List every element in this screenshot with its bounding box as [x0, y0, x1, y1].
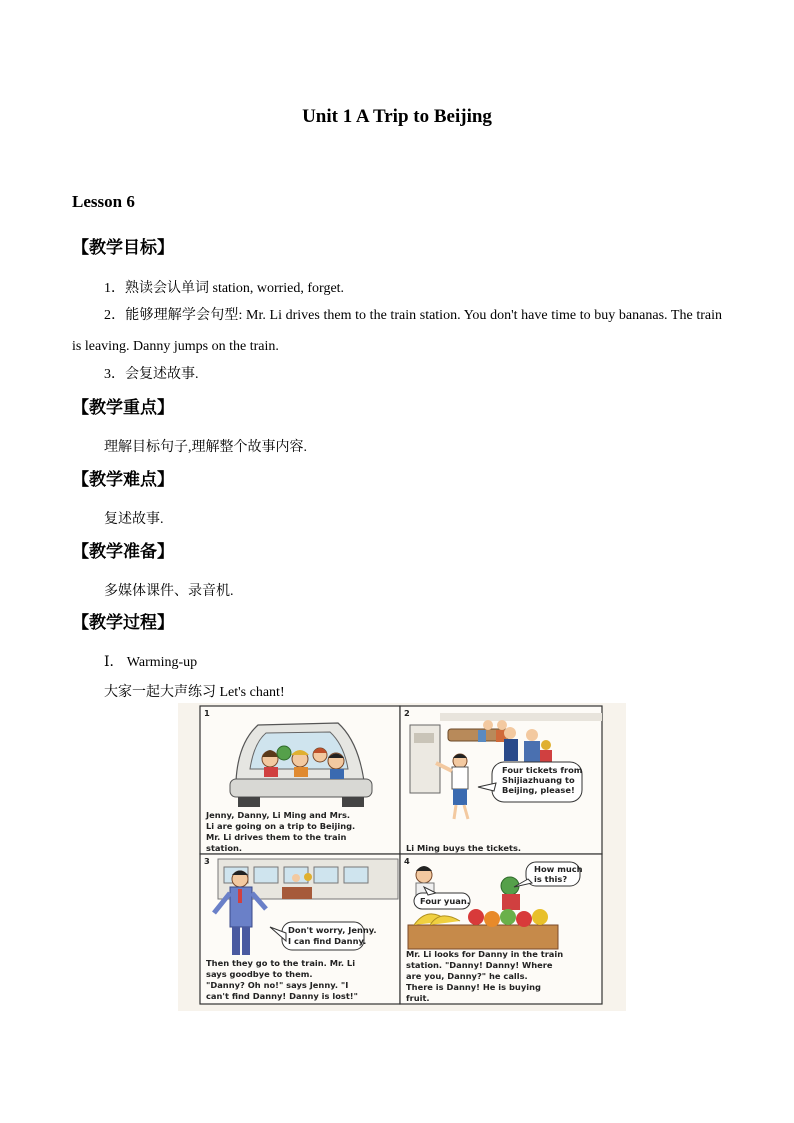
panel-2-bubble-line-1: Four tickets from	[502, 765, 583, 775]
panel-4-caption-line-4: There is Danny! He is buying	[406, 982, 541, 992]
process-step-warming-up: Ⅰ． Warming-up	[104, 655, 198, 670]
document-title: Unit 1 A Trip to Beijing	[302, 106, 492, 127]
panel-4-caption-line-1: Mr. Li looks for Danny in the train	[406, 949, 564, 959]
story-comic	[178, 703, 626, 1011]
goal-item-2: 2．能够理解学会句型: Mr. Li drives them to the train station. You don't have time to buy bananas. The train is leaving. Danny jumps on the train.	[72, 308, 722, 354]
panel-3-bubble-line-1: Don't worry, Jenny.	[288, 925, 377, 935]
panel-4-caption-line-5: fruit.	[406, 993, 430, 1003]
panel-4-bubble-danny-line-2: is this?	[534, 874, 568, 884]
lesson-label: Lesson 6	[72, 192, 135, 211]
panel-4-caption-line-3: are you, Danny?" he calls.	[406, 971, 528, 981]
panel-1-caption-line-1: Jenny, Danny, Li Ming and Mrs.	[206, 810, 351, 820]
panel-2-bubble-line-3: Beijing, please!	[502, 785, 575, 795]
svg-text:Four tickets from Shijia	[502, 765, 585, 795]
panel-3-number: 3	[204, 856, 210, 866]
goal-item-1: 1．熟读会认单词 station, worried, forget.	[104, 281, 345, 296]
panel-2-number: 2	[404, 708, 410, 718]
panel-2-bubble-line-2: Shijiazhuang to	[502, 775, 575, 785]
svg-text:Don't worry, Jenny. I ca	[288, 925, 379, 946]
panel-2-caption: Li Ming buys the tickets.	[406, 843, 522, 853]
difficult-points-text: 复述故事.	[104, 512, 164, 527]
preparation-text: 多媒体课件、录音机.	[104, 584, 234, 599]
panel-3-caption-line-3: "Danny? Oh no!" says Jenny. "I	[206, 980, 349, 990]
panel-1-caption-line-2: Li are going on a trip to Beijing.	[206, 821, 356, 831]
heading-preparation: 【教学准备】	[72, 542, 174, 562]
panel-3-caption	[206, 958, 358, 1001]
panel-1-number: 1	[204, 708, 210, 718]
panel-3-speech-bubble	[270, 922, 379, 950]
panel-1-caption-line-3: Mr. Li drives them to the train	[206, 832, 347, 842]
heading-teaching-process: 【教学过程】	[72, 613, 174, 633]
panel-3-bubble-line-2: I can find Danny.	[288, 936, 367, 946]
story-comic-svg	[178, 703, 626, 1011]
panel-2-speech-bubble	[478, 762, 585, 802]
key-points-text: 理解目标句子,理解整个故事内容.	[104, 440, 307, 455]
panel-4-bubble-danny-line-1: How much	[534, 864, 583, 874]
panel-3-caption-line-4: can't find Danny! Danny is lost!"	[206, 991, 358, 1001]
panel-4-number: 4	[404, 856, 410, 866]
heading-key-points: 【教学重点】	[72, 398, 174, 418]
process-chant-instruction: 大家一起大声练习 Let's chant!	[104, 685, 285, 700]
panel-4-caption-line-2: station. "Danny! Danny! Where	[406, 960, 553, 970]
heading-teaching-goals: 【教学目标】	[72, 238, 174, 258]
panel-4-bubble-seller-line-1: Four yuan.	[420, 896, 470, 906]
heading-difficult-points: 【教学难点】	[72, 470, 174, 490]
panel-1-caption-line-4: station.	[206, 843, 243, 853]
panel-3-caption-line-1: Then they go to the train. Mr. Li	[206, 958, 356, 968]
goal-item-3: 3．会复述故事.	[104, 367, 199, 382]
panel-3-caption-line-2: says goodbye to them.	[206, 969, 313, 979]
